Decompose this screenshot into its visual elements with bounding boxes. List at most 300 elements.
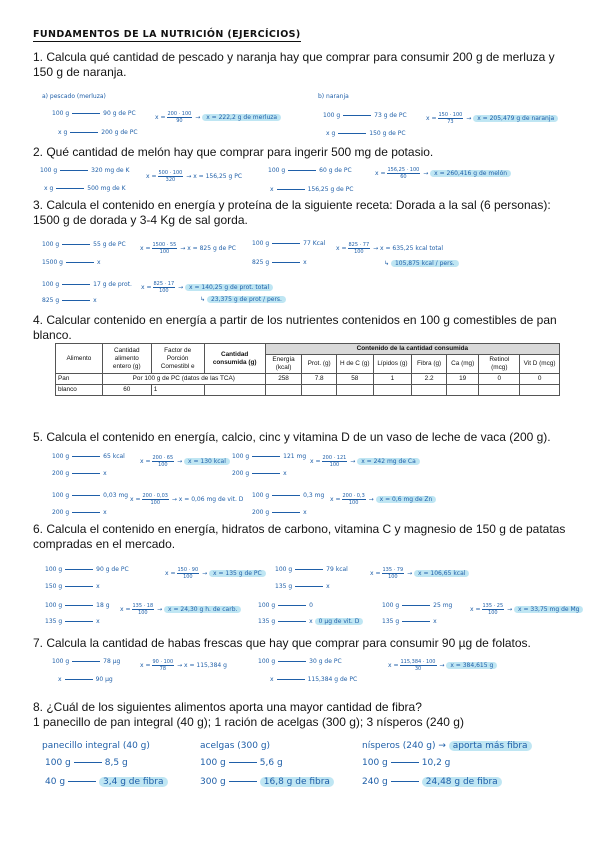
- q5-anum: 200 · 65: [152, 455, 174, 461]
- q1-a-fraction: [167, 111, 193, 124]
- proportion-line: [72, 661, 100, 662]
- q2-calc1: x = $\frac{500 \cdot 100}{320}$ → x = 156,25 g PC: [146, 170, 243, 183]
- q3-line5: [42, 281, 132, 288]
- q3-num1: 1500 · 55: [152, 242, 177, 248]
- q6-a1: [45, 566, 129, 573]
- question-3: 3. Calcula el contenido en energía y proteína de la siguiente receta: Dorada a la sal (6 personas): 1500 g de dorada y 3-4 Kg de sal gorda.: [33, 198, 551, 227]
- q1-a-x: x =: [155, 114, 166, 121]
- q8-c3-l2-right: 24,48 g de fibra: [422, 777, 502, 787]
- q7-bres: x = 384,615 g: [446, 662, 497, 669]
- q2-l2-right: 500 mg de K: [87, 185, 126, 192]
- q6-bnum: 135 · 79: [382, 567, 404, 573]
- q1-a-num: 200 · 100: [167, 111, 192, 117]
- q6-d2-left: 135 g: [258, 618, 276, 625]
- proportion-line: [65, 569, 93, 570]
- proportion-line: [391, 781, 419, 782]
- cell-fibra: 2.2: [412, 374, 447, 385]
- q6-e-calc: x = $\frac{135 \cdot 25}{100}$ → x = 33,75 mg de Mg: [470, 603, 583, 616]
- q8-col1-line2: [45, 777, 168, 787]
- proportion-line: [72, 495, 100, 496]
- q7-b1: [258, 658, 342, 665]
- q5-ares: x = 130 kcal: [184, 458, 230, 465]
- q6-b1: [275, 566, 348, 573]
- q5-a-calc: x = $\frac{200 \cdot 65}{100}$ → x = 130 kcal: [140, 455, 230, 468]
- q6-aden: 100: [183, 574, 193, 580]
- q5-dden: 100: [348, 500, 359, 506]
- q5-a2: [52, 470, 107, 477]
- proportion-line: [65, 621, 93, 622]
- q2-calc2: x = $\frac{156,25 \cdot 100}{60}$ → x = 260,416 g de melón: [375, 167, 511, 180]
- q3-res3b: 23,375 g de prot / pers.: [207, 296, 286, 303]
- q8-col2-title: acelgas (300 g): [200, 741, 271, 751]
- q5-bx: x =: [310, 458, 321, 465]
- q2-res2: x = 260,416 g de melón: [430, 170, 511, 177]
- proportion-line: [62, 284, 90, 285]
- q6-d1-left: 100 g: [258, 602, 276, 609]
- q1-b-line1: [323, 112, 407, 119]
- q8-c3-l1-left: 100 g: [362, 758, 388, 768]
- proportion-line: [402, 605, 430, 606]
- q2-den2: 60: [400, 174, 407, 180]
- q6-e1: [382, 602, 452, 609]
- q5-d2-left: 200 g: [252, 509, 270, 516]
- q8-col3-title: nísperos (240 g): [362, 741, 436, 751]
- cell-prot: 7.8: [302, 374, 337, 385]
- q3-l1-right: 55 g de PC: [93, 241, 126, 248]
- q5-dnum: 200 · 0,3: [342, 493, 365, 499]
- proportion-line: [272, 243, 300, 244]
- th-ca: Ca (mg): [446, 355, 479, 374]
- q1-b-fraction: [438, 112, 464, 125]
- proportion-line: [62, 244, 90, 245]
- cell-vitd: 0: [520, 374, 560, 385]
- q3-res3: x = 140,25 g de prot. total: [185, 284, 273, 291]
- question-7: 7. Calcula la cantidad de habas frescas que hay que comprar para consumir 90 µg de folatos.: [33, 636, 531, 650]
- q2-line4: [270, 186, 353, 193]
- q6-d1: [258, 602, 313, 609]
- q6-c2-left: 135 g: [45, 618, 63, 625]
- q8-col1-line1: [45, 758, 128, 768]
- q6-a2: [45, 583, 100, 590]
- q6-a1-right: 90 g de PC: [96, 566, 129, 573]
- q3-p2-left: 825 g: [42, 297, 60, 304]
- q6-c1: [45, 602, 110, 609]
- q3-den3: 100: [159, 288, 169, 294]
- q6-anum: 150 · 90: [177, 567, 199, 573]
- q2-fraction1: [158, 170, 184, 183]
- q7-aden: 78: [159, 666, 167, 672]
- q7-a-fraction: [152, 659, 175, 672]
- q6-bden: 100: [388, 574, 398, 580]
- q3-x3: x =: [141, 284, 152, 291]
- q3-e1-right: 77 Kcal: [303, 240, 326, 247]
- q2-x2: x =: [375, 170, 386, 177]
- proportion-line: [65, 605, 93, 606]
- q3-line2: [42, 259, 101, 266]
- q5-cnum: 200 · 0,03: [142, 493, 168, 499]
- th-contenido-group: Contenido de la cantidad consumida: [265, 344, 559, 355]
- th-hdc: H de C (g): [336, 355, 373, 374]
- q5-c2-left: 200 g: [52, 509, 70, 516]
- q6-d2: [258, 618, 363, 625]
- q5-a-fraction: [152, 455, 175, 468]
- q6-dres: 0 µg de vit. D: [315, 618, 364, 625]
- q1-b-den: 73: [447, 119, 454, 125]
- q5-c1-right: 0,03 mg: [103, 492, 129, 499]
- q5-c-fraction: [142, 493, 169, 506]
- cell-lipidos: 1: [373, 374, 412, 385]
- proportion-line: [272, 262, 300, 263]
- q2-l2-left: x g: [44, 185, 54, 192]
- proportion-line: [272, 495, 300, 496]
- q3-res2b: 105,875 kcal / pers.: [391, 260, 459, 267]
- q7-b1-left: 100 g: [258, 658, 276, 665]
- q1-a-l2-left: x g: [58, 129, 68, 136]
- q7-a2-right: 90 µg: [95, 676, 113, 683]
- q1-a-l2-right: 200 g de PC: [101, 129, 138, 136]
- q6-a-calc: x = $\frac{150 \cdot 90}{100}$ → x = 135 g de PC: [165, 567, 266, 580]
- q6-c2: [45, 618, 100, 625]
- q6-e2-left: 135 g: [382, 618, 400, 625]
- proportion-line: [402, 621, 430, 622]
- q3-l2-left: 1500 g: [42, 259, 63, 266]
- q2-m1-right: 60 g de PC: [319, 167, 352, 174]
- q5-cx: x =: [130, 496, 141, 503]
- q6-c1-right: 18 g: [96, 602, 110, 609]
- q3-res3b-wrap: ↳ 23,375 g de prot / pers.: [200, 296, 286, 303]
- q7-ares: x = 115,384 g: [184, 662, 227, 669]
- q1-b-x: x =: [426, 115, 437, 122]
- page-title: FUNDAMENTOS DE LA NUTRICIÓN (EJERCÍCIOS): [33, 29, 301, 40]
- q6-e1-left: 100 g: [382, 602, 400, 609]
- q5-d2: [252, 509, 307, 516]
- q7-b1-right: 30 g de PC: [309, 658, 342, 665]
- q8-c2-l2-right: 16,8 g de fibra: [260, 777, 334, 787]
- proportion-line: [68, 781, 96, 782]
- q2-m2-right: 156,25 g de PC: [307, 186, 354, 193]
- proportion-line: [229, 762, 257, 763]
- q1-a-result: x = 222,2 g de merluza: [202, 114, 281, 121]
- q3-line4: [252, 259, 307, 266]
- q3-fraction2: [348, 242, 371, 255]
- q3-line1: [42, 241, 126, 248]
- q1-label-b: b) naranja: [318, 93, 349, 100]
- q5-b-fraction: [322, 455, 348, 468]
- q3-den2: 100: [354, 249, 364, 255]
- proportion-line: [66, 262, 94, 263]
- q2-x1: x =: [146, 173, 157, 180]
- q5-b2-left: 200 g: [232, 470, 250, 477]
- proportion-line: [278, 605, 306, 606]
- proportion-line: [60, 170, 88, 171]
- q8-c3-l1-right: 10,2 g: [421, 758, 451, 768]
- th-vitd: Vit D (mcg): [520, 355, 560, 374]
- arrow-right-icon: →: [438, 741, 446, 751]
- q3-l2-right: x: [97, 259, 101, 266]
- q3-res1: x = 825 g de PC: [187, 245, 236, 252]
- q1-b-calc: x = $\frac{150 \cdot 100}{73}$ → x = 205,479 g de naranja: [426, 112, 558, 125]
- q6-c-calc: x = $\frac{135 \cdot 18}{100}$ → x = 24,30 g h. de carb.: [120, 603, 241, 616]
- q6-enum: 135 · 25: [482, 603, 504, 609]
- q5-a2-left: 200 g: [52, 470, 70, 477]
- q7-a1-left: 100 g: [52, 658, 70, 665]
- q1-a-l1-right: 90 g de PC: [103, 110, 136, 117]
- q6-e1-right: 25 mg: [433, 602, 453, 609]
- proportion-line: [229, 781, 257, 782]
- q8-c2-l2-left: 300 g: [200, 777, 226, 787]
- q8-c2-l1-right: 5,6 g: [259, 758, 283, 768]
- q8-c1-l1-left: 100 g: [45, 758, 71, 768]
- q5-d1-right: 0,3 mg: [303, 492, 325, 499]
- th-lipidos: Lípidos (g): [373, 355, 412, 374]
- q5-a2-right: x: [103, 470, 107, 477]
- proportion-line: [288, 170, 316, 171]
- q5-b-calc: x = $\frac{200 \cdot 121}{100}$ → x = 242 mg de Ca: [310, 455, 420, 468]
- q7-b-calc: x = $\frac{115,384 \cdot 100}{30}$ → x = 384,615 g: [388, 659, 497, 672]
- q6-a2-right: x: [96, 583, 100, 590]
- q7-a2-left: x: [58, 676, 62, 683]
- q3-p1-left: 100 g: [42, 281, 60, 288]
- q8-c1-l1-right: 8,5 g: [104, 758, 128, 768]
- th-retinol: Retinol (mcg): [479, 355, 520, 374]
- q6-cnum: 135 · 18: [132, 603, 154, 609]
- q7-b2-left: x: [270, 676, 274, 683]
- q1-a-l1-left: 100 g: [52, 110, 70, 117]
- proportion-line: [74, 762, 102, 763]
- q1-a-den: 90: [176, 118, 183, 124]
- q5-bnum: 200 · 121: [322, 455, 347, 461]
- q2-line3: [268, 167, 352, 174]
- q3-num2: 825 · 77: [348, 242, 370, 248]
- q5-dx: x =: [330, 496, 341, 503]
- proportion-line: [277, 189, 305, 190]
- q3-calc3: x = $\frac{825 \cdot 17}{100}$ → x = 140,25 g de prot. total: [141, 281, 273, 294]
- q6-b1-left: 100 g: [275, 566, 293, 573]
- proportion-line: [277, 679, 305, 680]
- q3-e2-left: 825 g: [252, 259, 270, 266]
- question-2: 2. Qué cantidad de melón hay que comprar para ingerir 500 mg de potasio.: [33, 145, 434, 159]
- q1-b-line2: [326, 130, 406, 137]
- q8-col1-title: panecillo integral (40 g): [42, 741, 150, 751]
- q5-b1: [232, 453, 306, 460]
- q6-b2: [275, 583, 330, 590]
- q2-l1-right: 320 mg de K: [91, 167, 130, 174]
- cell-alimento-2: blanco: [56, 385, 103, 396]
- proportion-line: [72, 473, 100, 474]
- q5-bden: 100: [329, 462, 340, 468]
- q6-e2: [382, 618, 437, 625]
- nutrition-table: [55, 343, 560, 396]
- q8-c3-l2-left: 240 g: [362, 777, 388, 787]
- q3-x2: x =: [336, 245, 347, 252]
- q5-c-calc: x = $\frac{200 \cdot 0,03}{100}$ → x = 0,06 mg de vit. D: [130, 493, 244, 506]
- q2-num2: 156,25 · 100: [387, 167, 420, 173]
- q3-fraction1: [152, 242, 178, 255]
- q6-cx: x =: [120, 606, 131, 613]
- q6-a1-left: 100 g: [45, 566, 63, 573]
- q6-bres: x = 106,65 kcal: [414, 570, 469, 577]
- q3-fraction3: [153, 281, 176, 294]
- question-8: 8. ¿Cuál de los siguientes alimentos aporta una mayor cantidad de fibra?: [33, 700, 422, 714]
- table-row: [56, 385, 560, 396]
- proportion-line: [343, 115, 371, 116]
- q2-m1-left: 100 g: [268, 167, 286, 174]
- proportion-line: [65, 586, 93, 587]
- q7-bx: x =: [388, 662, 399, 669]
- q6-b2-right: x: [326, 583, 330, 590]
- q1-label-a: a) pescado (merluza): [42, 93, 106, 100]
- q2-line2: [44, 185, 126, 192]
- cell-alimento: Pan: [56, 374, 103, 385]
- table-row: [56, 374, 560, 385]
- q5-a1: [52, 453, 125, 460]
- question-8-options: 1 panecillo de pan integral (40 g); 1 ración de acelgas (300 g); 3 nísperos (240 g): [33, 715, 464, 729]
- q3-e1-left: 100 g: [252, 240, 270, 247]
- q3-calc2: x = $\frac{825 \cdot 77}{100}$ → x = 635,25 kcal total: [336, 242, 444, 255]
- q1-a-line2: [58, 129, 138, 136]
- proportion-line: [252, 473, 280, 474]
- q3-calc1: x = $\frac{1500 \cdot 55}{100}$ → x = 825 g de PC: [140, 242, 236, 255]
- q8-c1-l2-left: 40 g: [45, 777, 66, 787]
- proportion-line: [278, 621, 306, 622]
- q7-b-fraction: [400, 659, 437, 672]
- q5-b2: [232, 470, 287, 477]
- q5-cden: 100: [150, 500, 160, 506]
- q8-col2-line2: [200, 777, 334, 787]
- q5-b2-right: x: [283, 470, 287, 477]
- q5-c2: [52, 509, 107, 516]
- th-prot: Prot. (g): [302, 355, 337, 374]
- th-cantidad-consumida: Cantidad consumida (g): [204, 344, 265, 374]
- q3-line6: [42, 297, 97, 304]
- question-6: 6. Calcula el contenido en energía, hidratos de carbono, vitamina C y magnesio de 150 g de patatas compradas en el mercado.: [33, 522, 566, 551]
- q5-d1-left: 100 g: [252, 492, 270, 499]
- q5-b1-right: 121 mg: [283, 453, 307, 460]
- cell-factor: 1: [151, 385, 204, 396]
- q5-d-calc: x = $\frac{200 \cdot 0,3}{100}$ → x = 0,6 mg de Zn: [330, 493, 436, 506]
- q3-l1-left: 100 g: [42, 241, 60, 248]
- q6-cden: 100: [138, 610, 148, 616]
- q6-d2-right: x: [309, 618, 313, 625]
- q5-d1: [252, 492, 324, 499]
- th-energia: Energía (kcal): [265, 355, 302, 374]
- question-1: 1. Calcula qué cantidad de pescado y naranja hay que comprar para consumir 200 g de merluza y 150 g de naranja.: [33, 50, 555, 79]
- q6-e2-right: x: [433, 618, 437, 625]
- proportion-line: [391, 762, 419, 763]
- q8-col3-note: aporta más fibra: [449, 741, 532, 751]
- proportion-line: [72, 512, 100, 513]
- q3-den1: 100: [159, 249, 170, 255]
- cell-retinol: 0: [479, 374, 520, 385]
- proportion-line: [338, 133, 366, 134]
- cell-cantidad: 60: [102, 385, 151, 396]
- q3-num3: 825 · 17: [153, 281, 175, 287]
- q6-eres: x = 33,75 mg de Mg: [514, 606, 583, 613]
- q3-e2-right: x: [303, 259, 307, 266]
- q6-c-fraction: [132, 603, 155, 616]
- q7-bnum: 115,384 · 100: [400, 659, 436, 665]
- q1-b-l2-right: 150 g de PC: [369, 130, 406, 137]
- proportion-line: [295, 586, 323, 587]
- q5-c1-left: 100 g: [52, 492, 70, 499]
- q2-l1-left: 100 g: [40, 167, 58, 174]
- q2-line1: [40, 167, 129, 174]
- proportion-line: [70, 132, 98, 133]
- q5-d2-right: x: [303, 509, 307, 516]
- q1-b-result: x = 205,479 g de naranja: [473, 115, 558, 122]
- q6-a-fraction: [177, 567, 200, 580]
- q3-res2b-wrap: ↳ 105,875 kcal / pers.: [384, 260, 459, 267]
- q1-a-line1: [52, 110, 136, 117]
- q7-bden: 30: [414, 666, 422, 672]
- cell-hdc: 58: [336, 374, 373, 385]
- q2-num1: 500 · 100: [158, 170, 183, 176]
- q2-den1: 320: [165, 177, 176, 183]
- q1-b-l1-right: 73 g de PC: [374, 112, 407, 119]
- q3-line3: [252, 240, 325, 247]
- q5-dres: x = 0,6 mg de Zn: [376, 496, 437, 503]
- question-5: 5. Calcula el contenido en energía, calcio, cinc y vitamina D de un vaso de leche de vaca (200 g).: [33, 430, 551, 444]
- q1-a-calc: x = $\frac{200 \cdot 100}{90}$ → x = 222,2 g de merluza: [155, 111, 281, 124]
- q3-p1-right: 17 g de prot.: [93, 281, 132, 288]
- q1-b-l2-left: x g: [326, 130, 336, 137]
- proportion-line: [65, 679, 93, 680]
- q8-col3-line1: [362, 758, 450, 768]
- q5-aden: 100: [158, 462, 168, 468]
- q5-a1-right: 65 kcal: [103, 453, 125, 460]
- q5-a1-left: 100 g: [52, 453, 70, 460]
- q6-cres: x = 24,30 g h. de carb.: [164, 606, 241, 613]
- q3-x1: x =: [140, 245, 151, 252]
- proportion-line: [72, 456, 100, 457]
- cell-energia: 258: [265, 374, 302, 385]
- q6-ares: x = 135 g de PC: [209, 570, 266, 577]
- th-cantidad-alimento: Cantidad alimento entero (g): [102, 344, 151, 374]
- th-factor: Factor de Porción Comestibl e: [151, 344, 204, 374]
- q7-a-calc: x = $\frac{90 \cdot 100}{78}$ → x = 115,384 g: [140, 659, 227, 672]
- q6-ex: x =: [470, 606, 481, 613]
- q5-d-fraction: [342, 493, 366, 506]
- q7-a1-right: 78 µg: [103, 658, 121, 665]
- q8-col2-line1: [200, 758, 283, 768]
- q5-c2-right: x: [103, 509, 107, 516]
- question-4: 4. Calcular contenido en energía a partir de los nutrientes contenidos en 100 g comestibles de pan blanco.: [33, 313, 557, 342]
- proportion-line: [62, 300, 90, 301]
- q1-b-l1-left: 100 g: [323, 112, 341, 119]
- q5-bres: x = 242 mg de Ca: [357, 458, 420, 465]
- th-alimento: Alimento: [56, 344, 103, 374]
- q7-a1: [52, 658, 120, 665]
- proportion-line: [272, 512, 300, 513]
- q2-fraction2: [387, 167, 421, 180]
- q6-b-fraction: [382, 567, 405, 580]
- q7-b2-right: 115,384 g de PC: [307, 676, 358, 683]
- q2-m2-left: x: [270, 186, 274, 193]
- proportion-line: [295, 569, 323, 570]
- q2-res1: x = 156,25 g PC: [193, 173, 243, 180]
- q7-a2: [58, 676, 113, 683]
- q3-res2: x = 635,25 kcal total: [380, 245, 444, 252]
- q3-p2-right: x: [93, 297, 97, 304]
- cell-ca: 19: [446, 374, 479, 385]
- th-fibra: Fibra (g): [412, 355, 447, 374]
- q7-anum: 90 · 100: [152, 659, 174, 665]
- q5-cres: x = 0,06 mg de vit. D: [178, 496, 244, 503]
- q7-ax: x =: [140, 662, 151, 669]
- q5-ax: x =: [140, 458, 151, 465]
- q6-c1-left: 100 g: [45, 602, 63, 609]
- q6-b-calc: x = $\frac{135 \cdot 79}{100}$ → x = 106,65 kcal: [370, 567, 469, 580]
